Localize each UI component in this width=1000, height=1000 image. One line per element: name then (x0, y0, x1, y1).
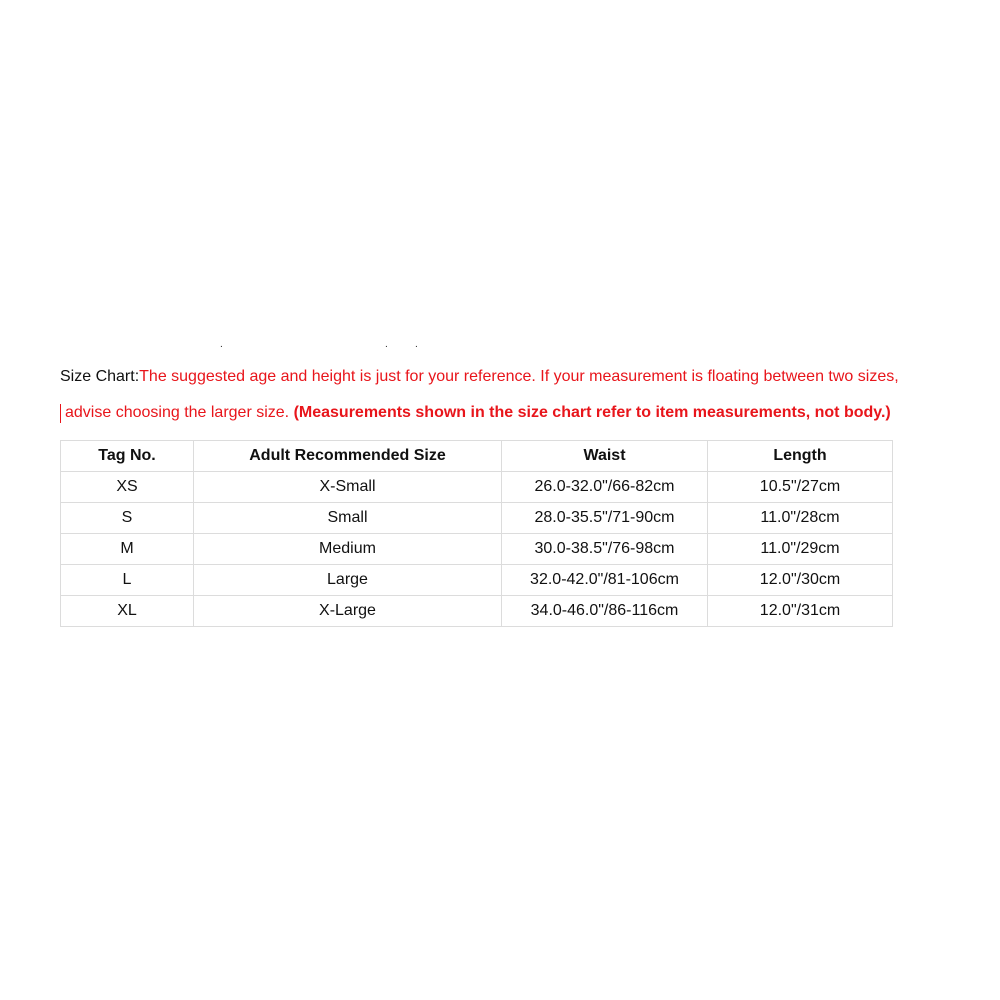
cell-size: X-Large (194, 596, 502, 627)
header-tag-no: Tag No. (61, 441, 194, 472)
cell-waist: 30.0-38.5"/76-98cm (502, 534, 708, 565)
stray-mark: . (220, 339, 223, 350)
cell-length: 11.0"/28cm (708, 503, 893, 534)
cell-tag: XL (61, 596, 194, 627)
cell-size: Large (194, 565, 502, 596)
cell-length: 12.0"/31cm (708, 596, 893, 627)
table-row (61, 534, 893, 565)
cell-waist: 34.0-46.0"/86-116cm (502, 596, 708, 627)
table-row (61, 472, 893, 503)
size-chart-label: Size Chart: (60, 368, 140, 385)
cell-tag: S (61, 503, 194, 534)
cell-tag: XS (61, 472, 194, 503)
cell-waist: 26.0-32.0"/66-82cm (502, 472, 708, 503)
cell-length: 12.0"/30cm (708, 565, 893, 596)
size-chart-intro-line-2 (60, 403, 891, 423)
cell-size: X-Small (194, 472, 502, 503)
table-row (61, 596, 893, 627)
cell-length: 11.0"/29cm (708, 534, 893, 565)
cell-tag: M (61, 534, 194, 565)
cell-waist: 32.0-42.0"/81-106cm (502, 565, 708, 596)
size-table (60, 440, 893, 627)
size-chart-disclaimer: (Measurements shown in the size chart refer to item measurements, not body.) (293, 404, 891, 421)
cell-size: Medium (194, 534, 502, 565)
header-waist: Waist (502, 441, 708, 472)
table-row (61, 565, 893, 596)
cell-length: 10.5"/27cm (708, 472, 893, 503)
stray-mark: . (385, 339, 388, 350)
size-chart-advice: advise choosing the larger size. (65, 404, 290, 421)
table-header-row (61, 441, 893, 472)
size-chart-intro-line-1 (60, 367, 899, 387)
table-row (61, 503, 893, 534)
size-chart-note: The suggested age and height is just for your reference. If your measurement is floating between two sizes, (139, 368, 899, 385)
header-adult-size: Adult Recommended Size (194, 441, 502, 472)
cell-tag: L (61, 565, 194, 596)
cell-size: Small (194, 503, 502, 534)
stray-mark: . (415, 339, 418, 350)
cell-waist: 28.0-35.5"/71-90cm (502, 503, 708, 534)
header-length: Length (708, 441, 893, 472)
